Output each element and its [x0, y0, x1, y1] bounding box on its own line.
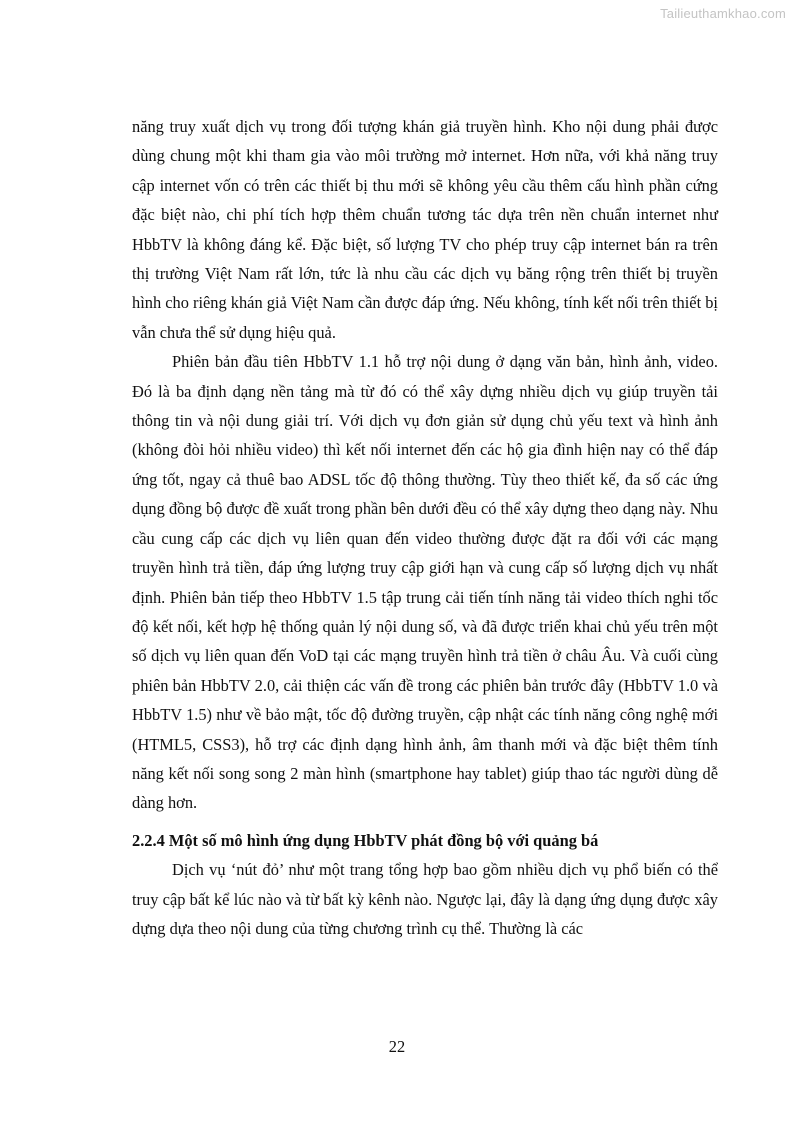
- page-number: 22: [388, 1037, 406, 1056]
- paragraph-2: Phiên bản đầu tiên HbbTV 1.1 hỗ trợ nội dung ở dạng văn bản, hình ảnh, video. Đó là ba định dạng nền tảng mà từ đó có thể xây dựng nhiều dịch vụ giúp truyền tải thông tin và nội dung giải trí. Với dịch vụ đơn giản sử dụng chủ yếu text và hình ảnh (không đòi hỏi nhiều video) thì kết nối internet đến các hộ gia đình hiện nay có thể đáp ứng tốt, ngay cả thuê bao ADSL tốc độ thông thường. Tùy theo thiết kế, đa số các ứng dụng đồng bộ được đề xuất trong phần bên dưới đều có thể xây dựng theo dạng này. Nhu cầu cung cấp các dịch vụ liên quan đến video thường được đặt ra đối với các mạng truyền hình trả tiền, đáp ứng lượng truy cập giới hạn và cung cấp số lượng dịch vụ nhất định. Phiên bản tiếp theo HbbTV 1.5 tập trung cải tiến tính năng tải video thích nghi tốc độ kết nối, kết hợp hệ thống quản lý nội dung số, và đã được triển khai chủ yếu trên một số dịch vụ liên quan đến VoD tại các mạng truyền hình trả tiền ở châu Âu. Và cuối cùng phiên bản HbbTV 2.0, cải thiện các vấn đề trong các phiên bản trước đây (HbbTV 1.0 và HbbTV 1.5) như về bảo mật, tốc độ đường truyền, cập nhật các tính năng công nghệ mới (HTML5, CSS3), hỗ trợ các định dạng hình ảnh, âm thanh mới và đặc biệt thêm tính năng kết nối song song 2 màn hình (smartphone hay tablet) giúp thao tác người dùng dễ dàng hơn.: [132, 352, 718, 813]
- paragraph-3: Dịch vụ ‘nút đỏ’ như một trang tổng hợp bao gồm nhiều dịch vụ phổ biến có thể truy cập bất kể lúc nào và từ bất kỳ kênh nào. Ngược lại, đây là dạng ứng dụng được xây dựng dựa theo nội dung của từng chương trình cụ thể. Thường là các: [132, 860, 718, 938]
- section-heading: 2.2.4 Một số mô hình ứng dụng HbbTV phát đồng bộ với quảng bá: [132, 830, 599, 850]
- page-body: [132, 112, 718, 943]
- watermark-text: Tailieuthamkhao.com: [660, 6, 786, 21]
- paragraph-1: năng truy xuất dịch vụ trong đối tượng khán giả truyền hình. Kho nội dung phải được dùng chung một khi tham gia vào môi trường mở internet. Hơn nữa, với khả năng truy cập internet vốn có trên các thiết bị thu mới sẽ không yêu cầu thêm cấu hình phần cứng đặc biệt nào, chi phí tích hợp thêm chuẩn tương tác dựa trên nền chuẩn internet như HbbTV là không đáng kể. Đặc biệt, số lượng TV cho phép truy cập internet bán ra trên thị trường Việt Nam rất lớn, tức là nhu cầu các dịch vụ băng rộng trên thiết bị truyền hình cho riêng khán giả Việt Nam cần được đáp ứng. Nếu không, tính kết nối trên thiết bị vẫn chưa thể sử dụng hiệu quả.: [132, 117, 718, 342]
